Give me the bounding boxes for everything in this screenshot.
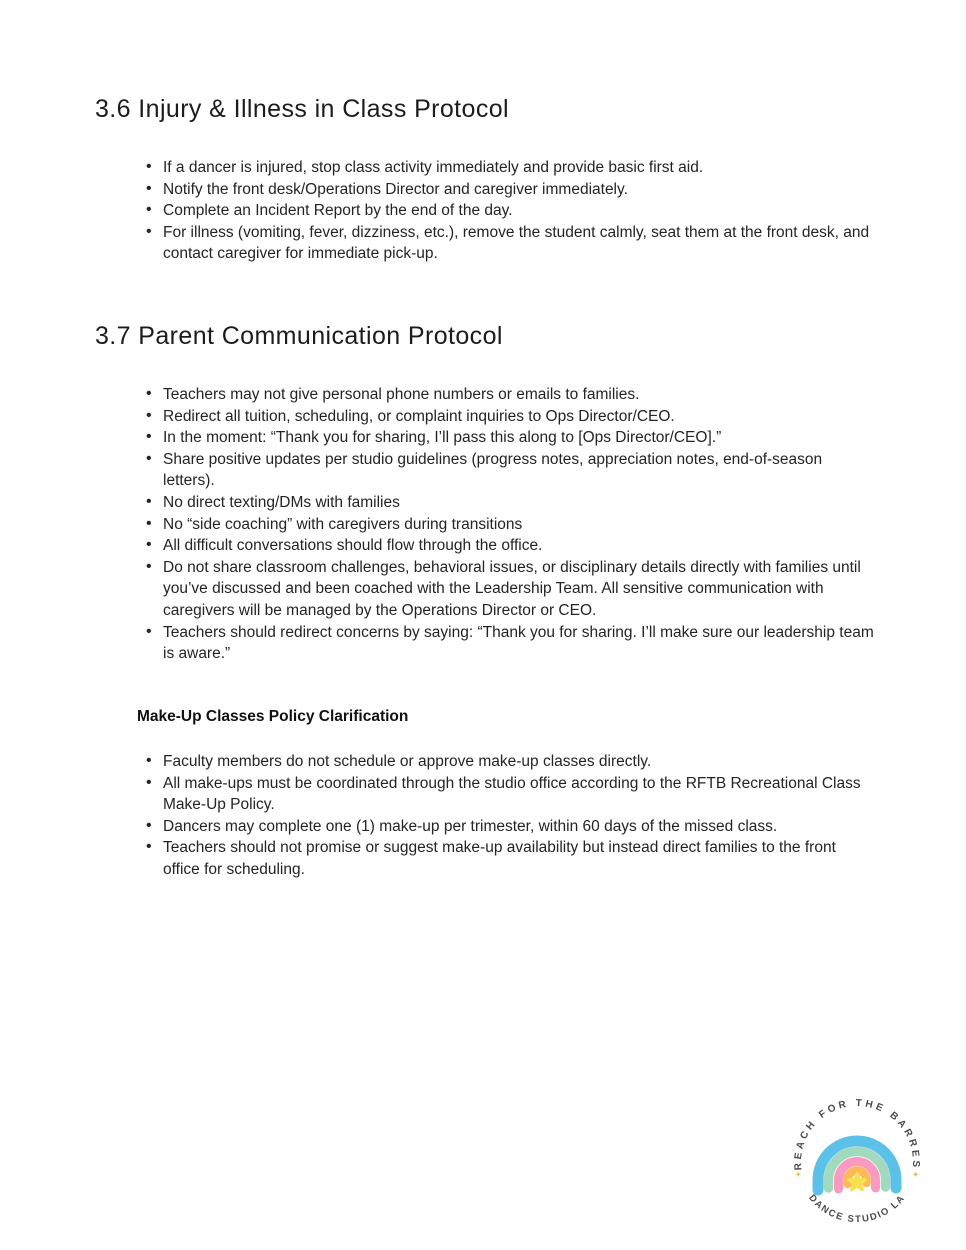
list-item: • Notify the front desk/Operations Director and caregiver immediately.: [163, 179, 875, 201]
studio-logo-badge: [787, 1090, 927, 1234]
list-item: • If a dancer is injured, stop class activity immediately and provide basic first aid.: [163, 157, 875, 179]
list-item: • Do not share classroom challenges, behavioral issues, or disciplinary details directly with families until you’ve discussed and been coached with the Leadership Team. All sensitive communication with caregivers will be managed by the Operations Director or CEO.: [163, 557, 875, 622]
list-item: • All make-ups must be coordinated through the studio office according to the RFTB Recreational Class Make-Up Policy.: [163, 773, 875, 816]
list-item: • Teachers should redirect concerns by saying: “Thank you for sharing. I’ll make sure our leadership team is aware.”: [163, 622, 875, 665]
bullet-list-parent-communication: [137, 384, 875, 665]
logo-arc-text-bottom: [806, 1193, 907, 1226]
bullet-list-injury-illness: [137, 157, 875, 265]
sparkle-icon: ✦: [794, 1170, 803, 1181]
list-item: • Share positive updates per studio guidelines (progress notes, appreciation notes, end-of-season letters).: [163, 449, 875, 492]
list-item: • Complete an Incident Report by the end of the day.: [163, 200, 875, 222]
list-item: • Faculty members do not schedule or approve make-up classes directly.: [163, 751, 875, 773]
list-item: • All difficult conversations should flow through the office.: [163, 535, 875, 557]
list-item: • Dancers may complete one (1) make-up per trimester, within 60 days of the missed class.: [163, 816, 875, 838]
list-item: • Redirect all tuition, scheduling, or complaint inquiries to Ops Director/CEO.: [163, 406, 875, 428]
list-item: • Teachers may not give personal phone numbers or emails to families.: [163, 384, 875, 406]
section-heading-3-7: 3.7 Parent Communication Protocol: [95, 322, 503, 350]
list-item: • In the moment: “Thank you for sharing, I’ll pass this along to [Ops Director/CEO].”: [163, 427, 875, 449]
list-item: • For illness (vomiting, fever, dizziness, etc.), remove the student calmly, seat them at the front desk, and contact caregiver for immediate pick-up.: [163, 222, 875, 265]
list-item: • No direct texting/DMs with families: [163, 492, 875, 514]
section-heading-3-6: 3.6 Injury & Illness in Class Protocol: [95, 95, 509, 123]
list-item: • Teachers should not promise or suggest make-up availability but instead direct families to the front office for scheduling.: [163, 837, 875, 880]
subsection-heading-makeup-classes: Make-Up Classes Policy Clarification: [137, 708, 409, 725]
bullet-list-makeup-classes: [137, 751, 875, 881]
list-item: • No “side coaching” with caregivers during transitions: [163, 514, 875, 536]
logo-arc-text-bottom-path: DANCE STUDIO LA: [806, 1192, 908, 1226]
sparkle-icon: ✦: [911, 1170, 920, 1181]
logo-arc-text-top-path: REACH FOR THE BARRES: [792, 1097, 922, 1171]
rainbow-logo-icon: [787, 1090, 927, 1234]
